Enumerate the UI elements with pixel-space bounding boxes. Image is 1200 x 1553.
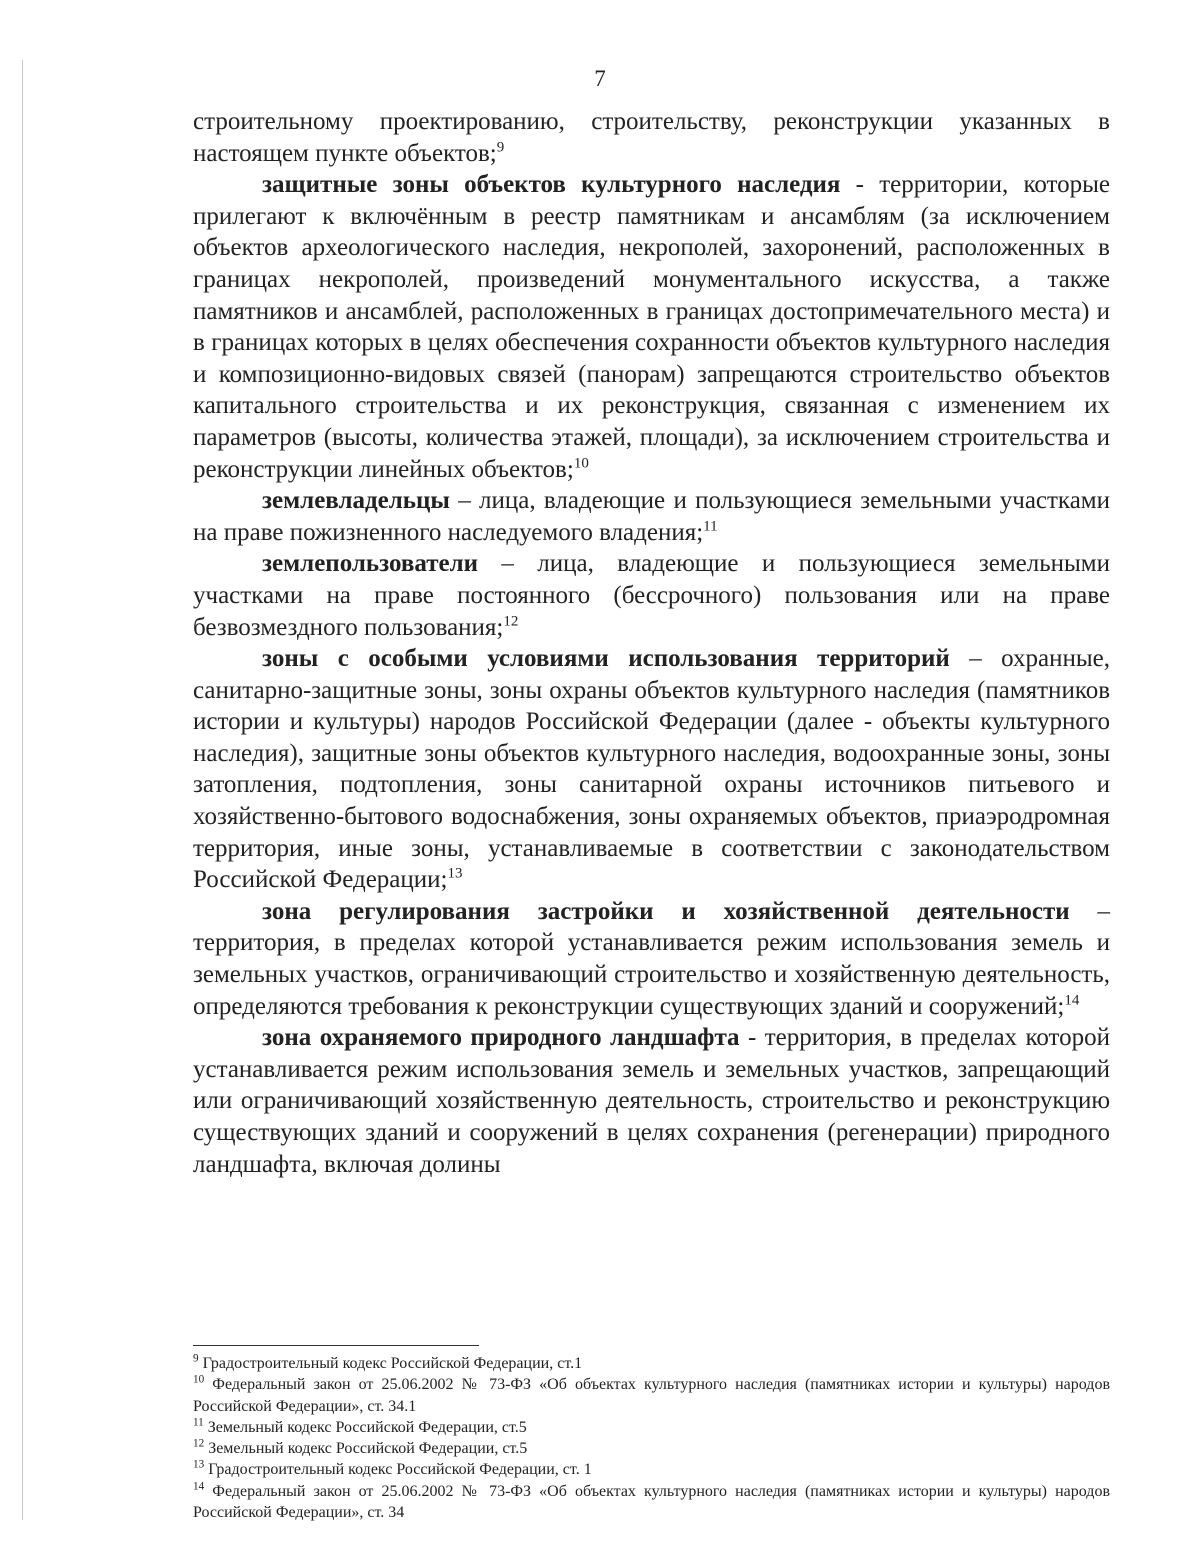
footnote-number: 9 <box>193 1352 199 1365</box>
footnote-number: 14 <box>193 1480 205 1493</box>
definition-text: – охранные, санитарно-защитные зоны, зоны охраны объектов культурного наследия (памятников истории и культуры) народов Российской Федерации (далее - объекты культурного наследия), защитные зоны объектов культурного наследия, водоохранные зоны, зоны затопления, подтопления, зоны санитарной охраны источников питьевого и хозяйственно-бытового водоснабжения, зоны охраняемых объектов, приаэродромная территория, иные зоны, устанавливаемые в соответствии с законодательством Российской Федерации; <box>193 645 1111 894</box>
definition-paragraph <box>193 169 1110 485</box>
defined-term: зона охраняемого природного ландшафта <box>262 1024 740 1052</box>
definition-text: – лица, владеющие и пользующиеся земельными участками на праве постоянного (бессрочного) пользования или на праве безвозмездного пользования; <box>193 550 1110 641</box>
footnote-number: 12 <box>193 1437 205 1450</box>
definition-paragraph <box>193 896 1110 1022</box>
defined-term: защитные зоны объектов культурного наследия <box>262 171 841 199</box>
footnote-ref: 14 <box>1064 992 1080 1009</box>
document-body <box>193 106 1110 1180</box>
footnote <box>193 1374 1110 1417</box>
footnote-ref: 10 <box>573 455 589 472</box>
footnote-ref: 9 <box>496 139 505 156</box>
definition-paragraph <box>193 1022 1110 1180</box>
footnote-text: Градостроительный кодекс Российской Федерации, ст.1 <box>202 1355 583 1372</box>
footnote-text: Земельный кодекс Российской Федерации, ст.5 <box>207 1418 527 1436</box>
footnote-text: Земельный кодекс Российской Федерации, ст.5 <box>208 1440 528 1458</box>
definition-paragraph <box>193 643 1110 896</box>
paragraph-text: строительному проектированию, строительству, реконструкции указанных в настоящем пункте объектов; <box>193 108 1110 167</box>
definition-text: – лица, владеющие и пользующиеся земельными участками на праве пожизненного наследуемого владения; <box>193 487 1110 546</box>
footnote <box>193 1438 1110 1459</box>
footnote <box>193 1459 1110 1480</box>
definition-paragraph <box>193 485 1110 548</box>
footnote <box>193 1353 1110 1374</box>
footnote-number: 10 <box>193 1373 205 1386</box>
defined-term: землевладельцы <box>262 487 450 515</box>
footnote <box>193 1417 1110 1438</box>
definition-paragraph <box>193 548 1110 643</box>
definition-text: - территории, которые прилегают к включённым в реестр памятникам и ансамблям (за исключением объектов археологического наследия, некрополей, захоронений, расположенных в границах некрополей, произведений монументального искусства, а также памятников и ансамблей, расположенных в границах достопримечательного места) и в границах которых в целях обеспечения сохранности объектов культурного наследия и композиционно-видовых связей (панорам) запрещаются строительство объектов капитального строительства и их реконструкция, связанная с изменением их параметров (высоты, количества этажей, площади), за исключением строительства и реконструкции линейных объектов; <box>193 171 1110 483</box>
footnote-text: Федеральный закон от 25.06.2002 № 73-ФЗ «Об объектах культурного наследия (памятниках истории и культуры) народов Российской Федерации», ст. 34.1 <box>193 1376 1111 1415</box>
scan-edge-line <box>22 60 23 1520</box>
footnote-ref: 11 <box>703 518 718 535</box>
footnote-separator <box>193 1345 479 1346</box>
definition-text: - территория, в пределах которой устанавливается режим использования земель и земельных участков, запрещающий или ограничивающий хозяйственную деятельность, строительство и реконструкцию существующих зданий и сооружений в целях сохранения (регенерации) природного ландшафта, включая долины <box>193 1024 1110 1178</box>
page-number: 7 <box>594 66 606 91</box>
footnote-text: Градостроительный кодекс Российской Федерации, ст. 1 <box>208 1461 592 1479</box>
footnote-text: Федеральный закон от 25.06.2002 № 73-ФЗ «Об объектах культурного наследия (памятниках истории и культуры) народов Российской Федерации», ст. 34 <box>193 1482 1111 1522</box>
footnotes-section <box>193 1353 1110 1523</box>
defined-term: зона регулирования застройки и хозяйственной деятельности <box>262 897 1070 925</box>
footnote-ref: 12 <box>503 613 519 630</box>
footnote-ref: 13 <box>447 865 463 882</box>
defined-term: землепользователи <box>262 550 479 578</box>
defined-term: зоны с особыми условиями использования территорий <box>262 645 950 673</box>
footnote-number: 11 <box>193 1416 204 1429</box>
footnote <box>193 1481 1110 1524</box>
paragraph-continuation <box>193 106 1110 169</box>
definition-text: – территория, в пределах которой устанавливается режим использования земель и земельных участков, ограничивающий строительство и хозяйственную деятельность, определяются требования к реконструкции существующих зданий и сооружений; <box>193 897 1110 1020</box>
footnote-number: 13 <box>193 1459 205 1472</box>
